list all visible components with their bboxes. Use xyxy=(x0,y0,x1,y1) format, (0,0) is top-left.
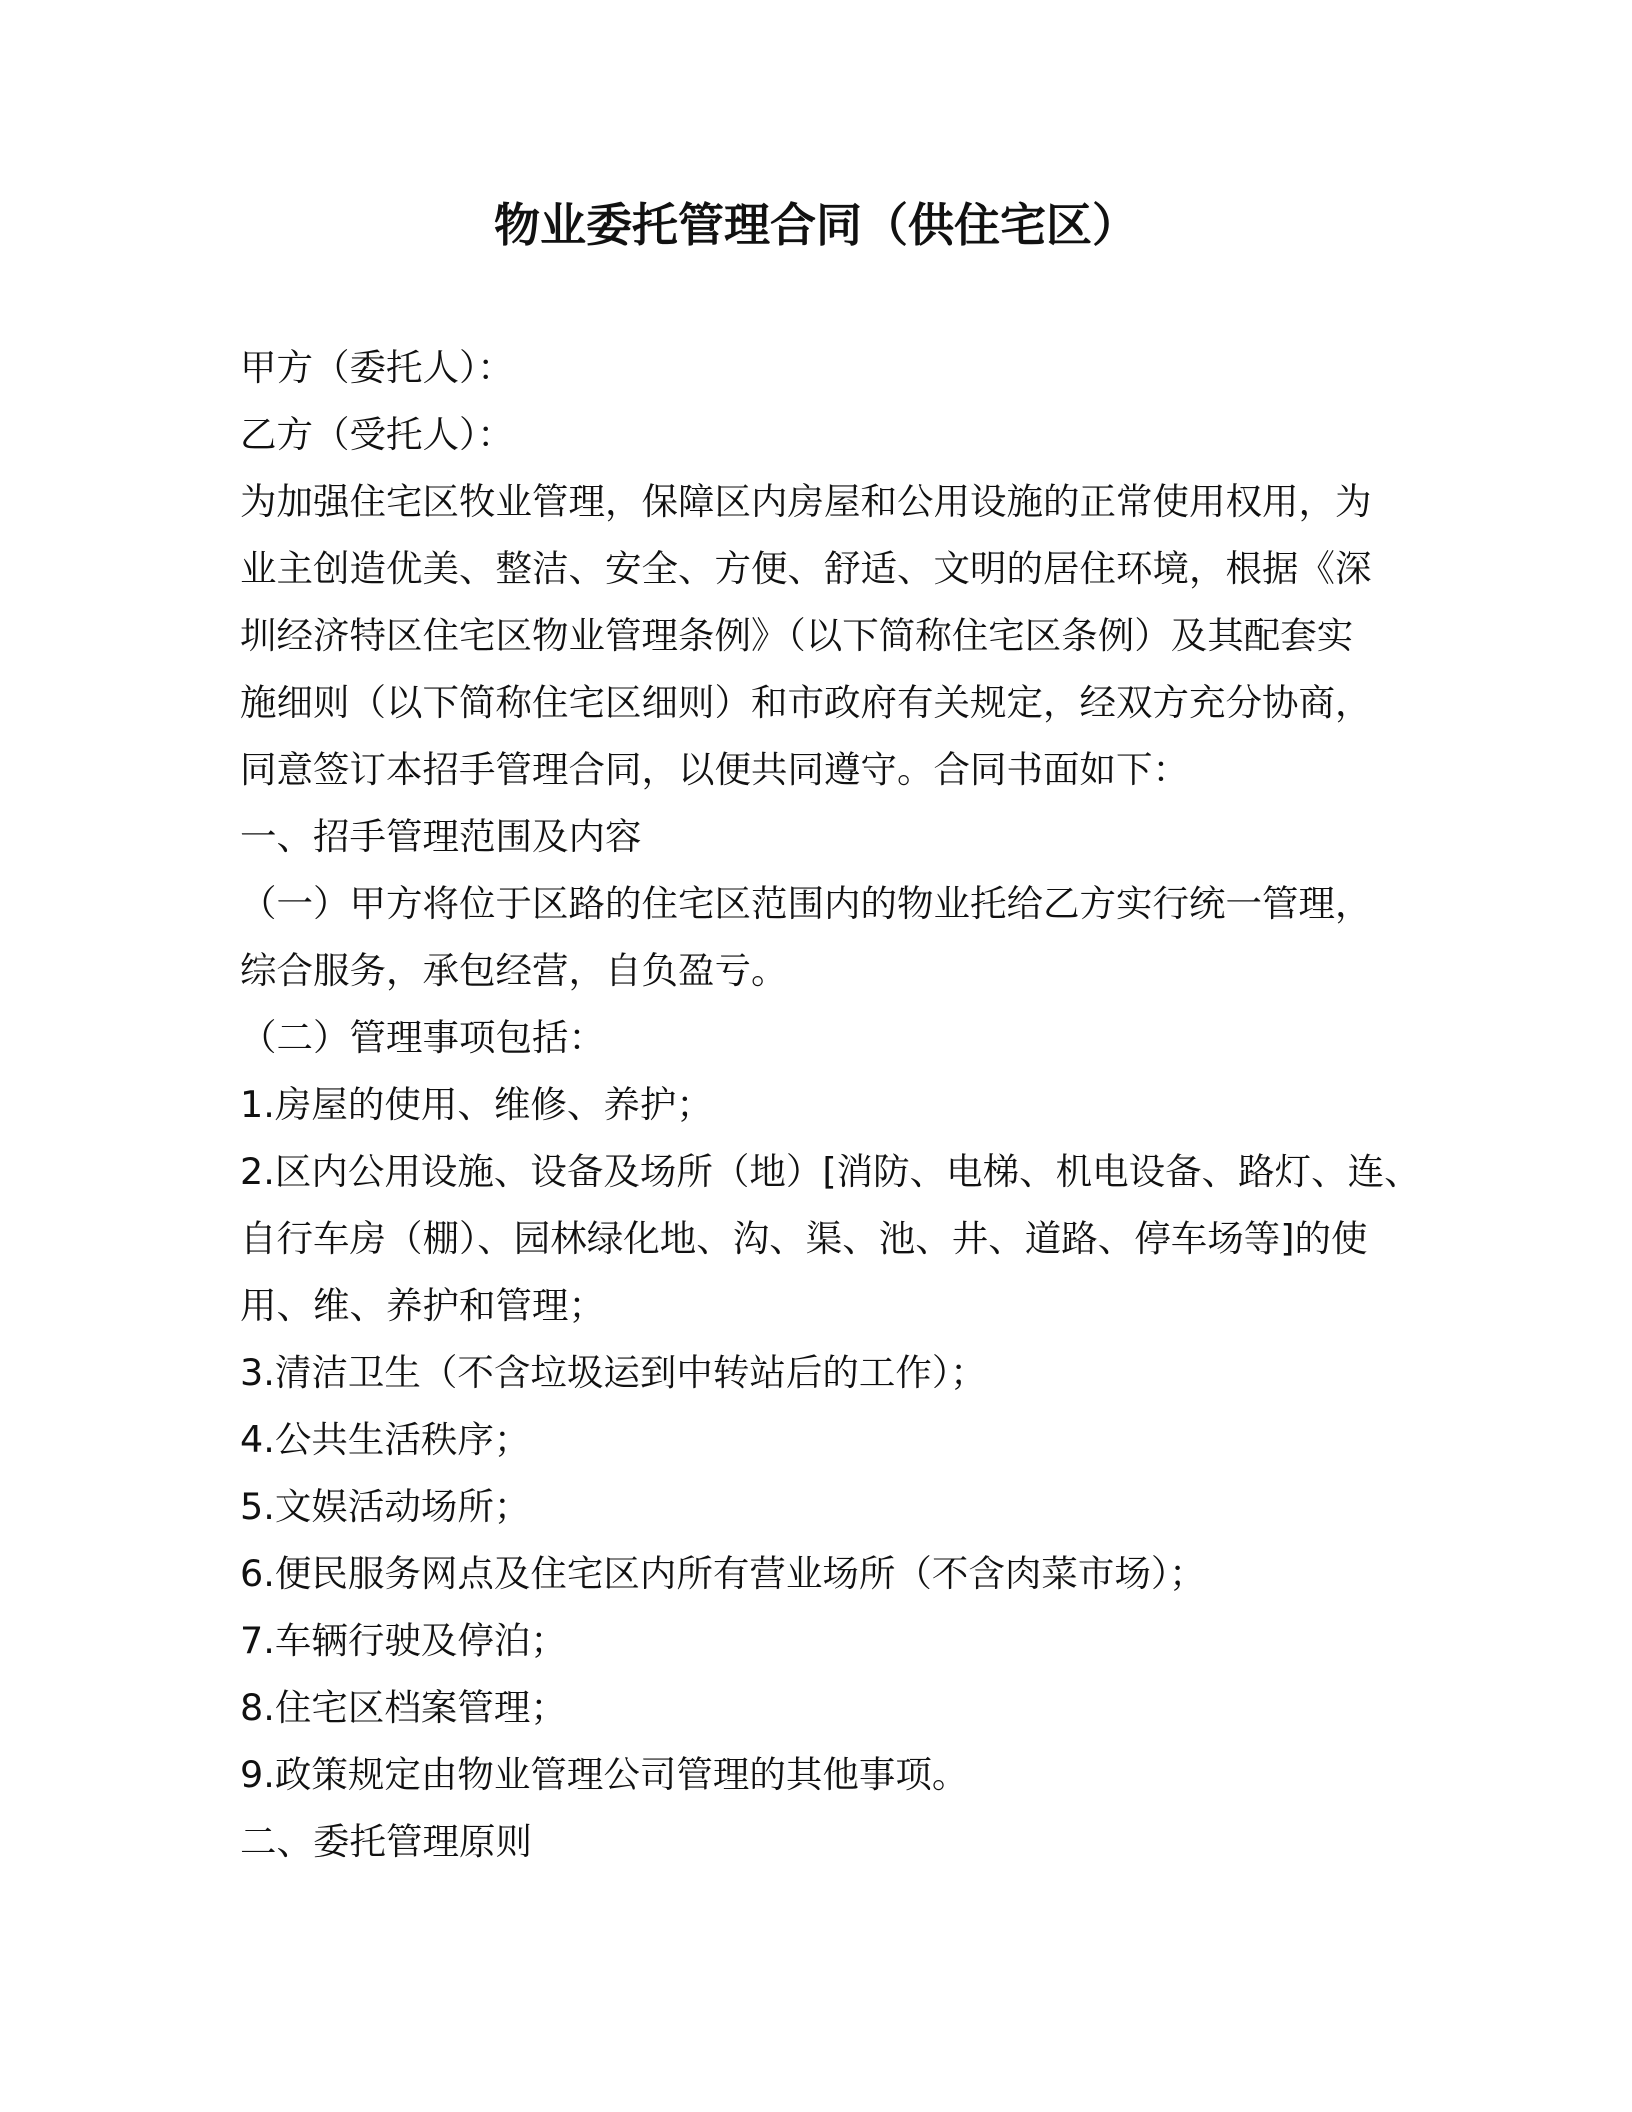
item-4: 4.公共生活秩序； xyxy=(240,1418,531,1461)
document-body xyxy=(240,334,1421,1875)
item-5: 5.文娱活动场所； xyxy=(240,1485,531,1528)
item-3: 3.清洁卫生（不含垃圾运到中转站后的工作）； xyxy=(240,1351,987,1394)
item-6: 6.便民服务网点及住宅区内所有营业场所（不含肉菜市场）； xyxy=(240,1552,1206,1595)
item-1: 1.房屋的使用、维修、养护； xyxy=(240,1083,713,1126)
preamble-line-5: 同意签订本招手管理合同，以便共同遵守。合同书面如下： xyxy=(240,748,1189,791)
item-2-line-2: 自行车房（棚）、园林绿化地、沟、渠、池、井、道路、停车场等]的使 xyxy=(240,1217,1368,1260)
clause-2-heading: （二）管理事项包括： xyxy=(240,1016,605,1059)
item-9: 9.政策规定由物业管理公司管理的其他事项。 xyxy=(240,1753,969,1796)
section-heading-1: 一、招手管理范围及内容 xyxy=(240,815,642,858)
item-2-line-3: 用、维、养护和管理； xyxy=(240,1284,605,1327)
item-2-line-1: 2.区内公用设施、设备及场所（地）[消防、电梯、机电设备、路灯、连、 xyxy=(240,1150,1421,1193)
party-b-line: 乙方（受托人）： xyxy=(240,413,514,456)
preamble-line-2: 业主创造优美、整洁、安全、方便、舒适、文明的居住环境，根据《深 xyxy=(240,547,1372,590)
clause-1-line-2: 综合服务，承包经营，自负盈亏。 xyxy=(240,949,788,992)
item-8: 8.住宅区档案管理； xyxy=(240,1686,567,1729)
document-title: 物业委托管理合同（供住宅区） xyxy=(494,198,1138,252)
preamble-line-1: 为加强住宅区牧业管理，保障区内房屋和公用设施的正常使用权用，为 xyxy=(240,480,1372,523)
item-7: 7.车辆行驶及停泊； xyxy=(240,1619,567,1662)
preamble-line-4: 施细则（以下简称住宅区细则）和市政府有关规定，经双方充分协商， xyxy=(240,681,1372,724)
preamble-line-3: 圳经济特区住宅区物业管理条例》（以下简称住宅区条例）及其配套实 xyxy=(240,614,1354,657)
section-heading-2: 二、委托管理原则 xyxy=(240,1820,532,1863)
party-a-line: 甲方（委托人）： xyxy=(240,346,514,389)
clause-1-line-1: （一）甲方将位于区路的住宅区范围内的物业托给乙方实行统一管理， xyxy=(240,882,1372,925)
